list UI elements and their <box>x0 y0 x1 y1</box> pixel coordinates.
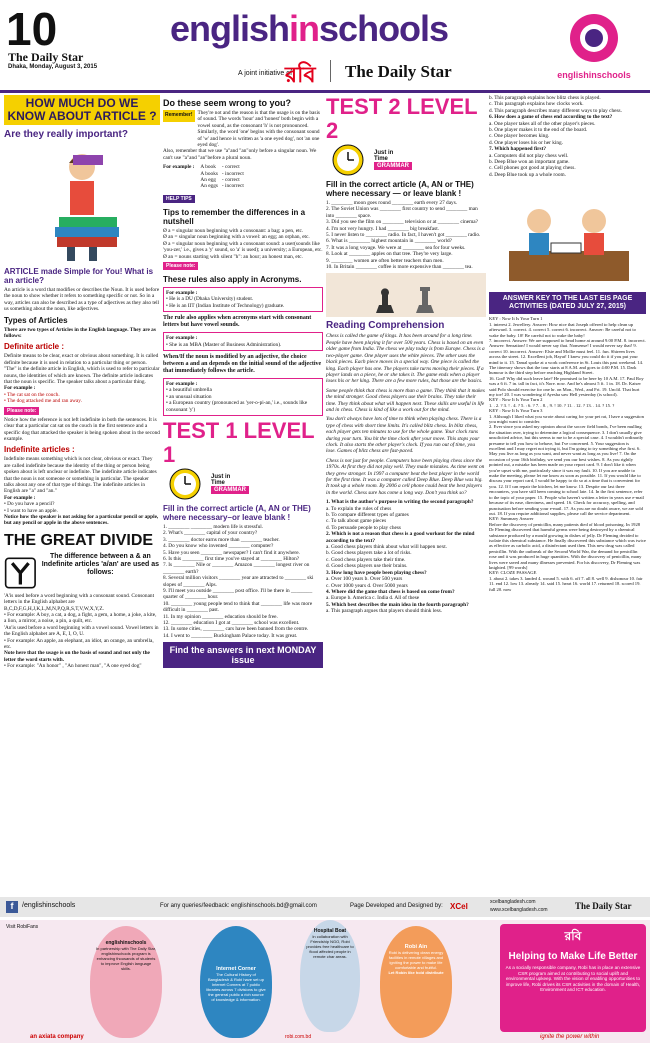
ad-card-internet-title: Internet Corner <box>216 966 256 972</box>
kids-illustration <box>489 181 646 289</box>
ad-url[interactable]: robi.com.bd <box>285 1034 312 1040</box>
ad-card-solar-title: Robi Ain <box>404 944 428 950</box>
question-item: 10. ________ young people tend to think that ________ life was more difficult in ________ past. <box>163 600 313 614</box>
col2-title: Do these seem wrong to you? <box>163 98 292 108</box>
ad-card-solar <box>380 926 452 1038</box>
mcq-item: 5. Which best describes the main idea in the fourth paragraph? <box>326 601 469 608</box>
acr-example-label-2: For example : <box>166 335 198 342</box>
tip-item: Ø an = singular noun beginning with a vowel: an egg; an orphan, etc. <box>163 234 310 241</box>
divide-text-2: 'An'is used before a word beginning with a vowel sound. Vowel letters in the English alphabet are A, E, I, O, U. <box>4 624 159 638</box>
eis-logo <box>553 4 635 86</box>
question-item: 12. ________ education I got at ________ school was excellent. <box>163 620 300 627</box>
brand-title: englishinschools <box>170 8 449 49</box>
mcq-item: a. Over 100 years b. Over 500 years <box>326 576 403 583</box>
acronym-title: These rules also apply in Acronyms. <box>163 274 302 284</box>
answer-key-text: KEY : Now It Is Your Turn 1 1. interest 2. Jewellery. Answer: How nice that Joseph offered to help clean up afterward. 3. correct. 4. correct 5. correct 6. incorrect. Answer: Be careful not to wake the baby. 10! Be careful not to wake the baby! 7. incorrect. Answer: We are supposed to head home at around 9.00 P.M. 8. incorrect. Answer: Sensation! I would never say that. Nonsense! I would never say that! 9. correct 10. incorrect. Answer: Elsie and Mollie must feel. 11. fun. Shireen lives across the street. 12. Excellent job, Hayat! I knew you could do it if you put your mind to it. 15. Tamal spoke at a work conference in St. Louis this past weekend. 14. The itinerary shows that the tour starts at 8 A.M. and goes to 4:00 P.M. 15. Dark humour is the third step before reaching Highland Street. 16. God! Why did such leave late? He promised to be here by 10 A.M. 17. Paul Roy was a 6 ft. 7 in. tall in fact, it's Nore. now. And he's almost 5 ft. 1 in. 18. Dr. Kaiser said Polo should exercise for one hr. on Mon., Wed., and Fri. 19. Unclil. That hurt my toe! 20. I was wondering if Ayesha saw Hell yesterday (is school). KEY : Now It Is Your Turn 2 1. . 2. ? 3. ! . 4. ? 5. : 6. ? 7. . 8. , 9. ! 10. ? 11. . 12. ? 13. . 14. ? 15. ? KEY : Now It Is Your Turn 3 1. Although I liked what you wrote about caring for your pet rat, I have a suggestion you might want to consider. 2. Ever since you asked my opinion about the soccer field bonds, I've been mulling the situation over, trying to determine a logical consequence. 3. I don't usually give unsolicited advice, but this seems to me to be a special case. 4. I wouldn't ordinarily presume to tell you how to behave, but I've concerned. 5. Your suggestion is excellent and I may regret not trying it, but I'm going to try something else first. 6. May you live as long as you want, and never want as long as you live! 7. On the occasion of your 16th birthday, we send you our best wishes. 8. As you rightly pointed out, a mistake has been made on your report card. 9. I don't like it when you're upset with me, particularly since it was my fault. 10. If you are unable to make the meeting, please let me know as soon as possible. 11. If you would like to discuss your report card, I would be happy to do so at a time that is convenient for you. 12. If I can repair the kitchen, let me know. 13. Despite our last three encounters, you have still been coming to school late. 14. In the first sentence, refer to the topic of your paper. 15. People who haven't written a letter in years use e-mail because of its ease, directness, and speed. 16. Check for accuracy, spelling, and punctuation before sending your e-mail. 17. As you are no doubt aware, we are sold out. 18. If you require additional supplies, please call the service department. KEY: Summary Answer Before the discovery of penicillin, many patients died of blood poisoning. In 1928 Dr Fleming discovered that harmful germs were being destroyed by a chemical substance produced by a mould growing in dishes of jelly. Dr Fleming decided to isolate this chemical substance. He finally discovered this substance which was twice as effective as carbolic acid, a disinfectant used then. This new drug was called penicillin. With the outbreak of the Second World War, the demand for penicillin rose and it was produced in huge quantities. With the discovery of penicillin, many lives were saved and many illnesses prevented. For his discovery, Dr Fleming was knighted. [99 words] KEY: CLOZE PASSAGE 1. about 2. takes 3. landed 4. wound 5. with 6. off 7. all 8. well 9. dishonour 10. fair 11. end 12. low 13. already 14. said 15. heart 16. world 17. returned 18. scored 19. full 20. now <box>489 316 646 592</box>
mcq-item: b. Deep Blue won an important game. <box>489 159 570 166</box>
remember-text: They're not and the reason is that the usage is on the basis of sound. The words 'hour' and 'honest' both begin with a vowel sound, as the consonant 'h' is not pronounced. Similarly, the word 'one' begins with the consonant sound of 'w' and hence is written as 'a one eyed dog', not 'an one eyed dog'. <box>197 110 320 149</box>
mcq-item: d. This paragraph describes many different ways to play chess. <box>489 107 622 114</box>
ad-tagline: ignite the power within <box>540 1034 600 1040</box>
tip-item: Ø a = singular noun beginning with a consonant: a bag; a pen, etc. <box>163 227 304 234</box>
question-item: 3. ________ doctor earns more than ________ teacher. <box>163 536 280 543</box>
question-item: 5. Have you seen ________ newspaper? I can't find it anywhere. <box>163 549 300 556</box>
mcq-item: c. To talk about game pieces <box>326 518 387 525</box>
ad-card-eis-title: englishinschools <box>105 940 147 946</box>
ad-axiata: an axiata company <box>30 1034 84 1040</box>
partner-logo: The Daily Star <box>345 62 452 81</box>
ad-help-title: Helping to Make Life Better <box>508 951 638 962</box>
mcq-item: c. Over 1000 years d. Over 5000 years <box>326 582 408 589</box>
ad-card-internet-text: The Cultural History of Bangladesh & Robi have set up Internet Corners at 7 public libraries across 7 divisions to give the general public a rich source of knowledge & information. <box>206 972 266 1002</box>
mcq-item: b. To compare different types of games <box>326 512 409 519</box>
question-item: 5. I never listen to ________ radio. In fact, I haven't got ________ radio. <box>326 232 481 239</box>
question-item: 2. The Soviet Union was ________ first country to send ________ man into ________ space. <box>326 206 478 219</box>
question-item: 4. Do you know who invented ________ computer? <box>163 543 274 550</box>
col1-title: HOW MUCH DO WE KNOW ABOUT ARTICLE ? <box>4 95 160 125</box>
table-cell: - correct <box>221 164 240 171</box>
designer-site-2[interactable]: www.xcelbangladesh.com <box>490 907 548 913</box>
table-cell: An eggs <box>200 183 218 190</box>
rc-questions <box>326 499 486 614</box>
svg-text:englishinschools: englishinschools <box>557 70 631 80</box>
mcq-item: b. This paragraph explains how blitz chess is played. <box>489 95 601 101</box>
robi-ad <box>0 920 650 1043</box>
jit-badge-1 <box>163 467 323 501</box>
remember-badge: Remember! <box>163 110 195 122</box>
rc-questions-cont <box>489 95 646 178</box>
road-fork-icon <box>4 553 37 593</box>
mcq-item: c. Cell phones got good at playing chess. <box>489 165 576 172</box>
mcq-item: d. Deep Blue took up a whole room. <box>489 171 566 178</box>
question-item: 14. I went to ________ Buckingham Palace today. It was great. <box>163 632 298 639</box>
mcq-item: c. This paragraph explains how clocks work. <box>489 101 584 108</box>
mcq-item: 2. Which is not a reason that chess is a good workout for the mind according to the text? <box>326 531 475 544</box>
question-item: 3. Did you see the film on ________ television or at ________ cinema? <box>326 219 478 226</box>
test1-instructions: Fill in the correct article (A, AN or THE) where necessary–or leave blank ! <box>163 503 311 522</box>
types-sub: There are two types of Articles in the English language. They are as follows: <box>4 326 156 340</box>
mcq-item: a. Good chess players think about what will happen next. <box>326 544 448 551</box>
mcq-item: 7. Which happened first? <box>489 146 547 153</box>
test2-title: TEST 2 LEVEL 2 <box>326 94 478 143</box>
example-label: For example : <box>4 385 36 392</box>
modifier-text: When/If the noun is modified by an adjective, the choice between a and an depends on the initial sound of the adjective that immediately follows the article. <box>163 353 322 374</box>
rc-title: Reading Comprehension <box>326 320 445 332</box>
ad-card-boat <box>300 920 360 1032</box>
jit-line-1: Just in <box>211 473 231 480</box>
please-note-tag: Please note: <box>4 407 39 415</box>
types-title: Types of Articles <box>4 315 68 325</box>
question-item: 10. In Britain ________ coffee is more expensive than ________ tea. <box>326 264 473 271</box>
mcq-item: d. One player loses his or her king. <box>489 139 563 146</box>
ad-visit: Visit RobiFans <box>6 924 39 930</box>
rc-para-3: You don't always have lots of time to think when playing chess. There is a type of chess with short time limits. It's called blitz chess. In blitz chess, each player gets ten minutes to use for the whole game. Your clock runs during your turn. You hit the time clock after your move. This stops your clock. It also starts the other player's clock. If you run out of time, you lose. Games of blitz chess are fast-paced. <box>326 416 482 455</box>
definite-example-2: • The dog attacked me and ran away. <box>4 398 82 405</box>
column-tests <box>326 95 486 615</box>
header-divider <box>330 60 331 82</box>
simple-text: An article is a word that modifies or describes the Noun. It is used before the noun to show whether it refers to something specific or not. So in a way, articles can also be described as a type of adjectives as they also tell us something about the noun, like adjectives. <box>4 287 160 313</box>
facebook-link[interactable]: /englishinschools <box>22 902 76 909</box>
rc-para-4: Chess is not just for people. Computers have been playing chess since the 1970s. At first they did not play well. They made mistakes. As time went on they grew stronger. In 1997 a computer beat the best player in the world for the first time. It was a computer called Deep Blue. Deep Blue was big. It took up a whole room. By 2006 a cell phone could beat the best players in the world. Chess sure has come a long way. Don't you think so? <box>326 457 485 496</box>
mcq-item: 4. Where did the game that chess is based on come from? <box>326 588 455 595</box>
acr-example-label: For example : <box>166 289 198 296</box>
header-rule <box>0 90 650 93</box>
jit2-line-2: Time <box>374 156 388 162</box>
question-item: 2. What's ________ capital of your country? <box>163 530 258 537</box>
divide-note: Note here that the usage is on the basis of sound and not only the letter the word starts with. <box>4 650 150 663</box>
divide-sub2: Indefinite articles 'a/an' are used as follows: <box>41 560 160 576</box>
indefinite-example-1: • Do you have a pencil? <box>4 501 55 508</box>
definite-note: Notice how the reference is not left indefinite in both the sentences. It is clear that a particular cat sat on the couch in the first sentence and a specific dog that attacked the speaker is being spoken about in the second example. <box>4 416 160 442</box>
example-table <box>200 164 247 190</box>
mcq-item: 1. What is the author's purpose in writing the second paragraph? <box>326 499 474 506</box>
designer-site-1[interactable]: xcelbangladesh.com <box>490 899 536 905</box>
paper-name: The Daily Star <box>8 50 84 64</box>
question-item: 11. In my opinion ________ education should be free. <box>163 613 278 620</box>
mcq-item: a. Europe b. America c. India d. All of these <box>326 595 420 602</box>
table-cell: An egg <box>200 177 216 184</box>
mcq-item: a. To explain the rules of chess <box>326 505 392 512</box>
feedback-text: For any queries/feedback: englishinschools.bd@gmail.com <box>160 903 317 909</box>
test2-instructions: Fill in the correct article (A, AN or THE) where necessary — or leave blank ! <box>326 180 474 198</box>
ad-card-solar-text: Robi is delivering clean energy facilities in remote villages and igniting the power to make life comfortable and fruitful. <box>388 950 444 970</box>
mcq-item: a. This paragraph argues that players should think less. <box>326 608 443 615</box>
indefinite-text: Indefinite means something which is not clear, obvious or exact. They are called indefinite because the identity of the thing or person being spoken about is left unclear or indefinite. The indefinite article indicates that the noun is not someone or something in particular. The speaker talks about any one of that type of things. The indefinite articles in English are "a" and "an." <box>4 456 157 495</box>
mcq-item: b. Good chess players take a lot of risks. <box>326 550 412 557</box>
mcq-item: c. One player becomes king. <box>489 133 550 140</box>
acronym-text: The rule also applies when acronyms start with consonant letters but have vowel sounds. <box>163 315 312 329</box>
test1-title: TEST 1 LEVEL 1 <box>163 417 315 467</box>
rc-para-1: Chess is called the game of kings. It has been around for a long time. People have been playing it for over 500 years. Chess is based on an even older game from India. The chess we play today is from Europe. Chess is a two-player game. One player uses the white pieces. The other uses the black pieces. Each piece moves in a special way. One piece is called the king. Each player has one. The players take turns moving their pieces. If a player lands on a piece, he or she takes it. The game ends when a player loses his or her king. There are a few more rules, but those are the basics. <box>326 333 485 385</box>
table-cell: - incorrect <box>221 170 244 177</box>
divide-header <box>4 553 160 593</box>
help-tips-tag: HELP TIPS <box>163 195 195 203</box>
question-item: 13. In some cities, ________ cars have been banned from the centre. <box>163 626 309 633</box>
answers-callout: Find the answers in next MONDAY issue <box>163 642 323 668</box>
designed-text: Page Developed and Designed by: <box>350 903 443 909</box>
mod-example-1: • a beautiful umbrella <box>166 387 212 394</box>
mcq-item: b. One player makes it to the end of the board. <box>489 127 588 134</box>
rc-para-2: Some people think that chess is more than a game. They think that it makes the mind stronger. Good chess players use their brains. They take their time. They think about what will happen next. These skills are useful in life and in chess. Chess is kind of like a work out for the mind. <box>326 387 485 413</box>
question-item: 8. Several million visitors ________ year are attracted to ________ ski slopes of ________ Alps. <box>163 575 314 588</box>
mod-example-label: For example : <box>166 380 198 387</box>
mcq-item: d. Good chess players use their brains. <box>326 563 408 570</box>
acr-example-2: • He is an IIT (Indian Institute of Technology) graduate. <box>166 302 285 309</box>
please-note-tag-2: Please note: <box>163 262 198 270</box>
tips-list <box>163 228 323 260</box>
question-item: 7. It was a long voyage. We were at ________ sea for four weeks. <box>326 244 466 251</box>
mcq-item: 3. How long have people been playing chess? <box>326 569 427 576</box>
ad-card-internet <box>200 926 272 1038</box>
definite-title: Definite article : <box>4 342 65 352</box>
grammar-label: GRAMMAR <box>211 486 249 494</box>
chess-illustration <box>326 273 486 317</box>
initiative-label: A joint initiative of <box>238 70 293 77</box>
answer-key-title: ANSWER KEY TO THE LAST EIS PAGE ACTIVITIES (DATED JULY 27, 2015) <box>489 292 646 314</box>
question-item: 9. ________ women are often better teachers than men. <box>326 257 444 264</box>
divide-example-3: • For example: "An honor" , "An honest man", "A one eyed dog" <box>4 663 142 670</box>
issue-date: Dhaka, Monday, August 3, 2015 <box>8 64 98 70</box>
question-item: 6. Is this ________ first time you've stayed at ________ Hilton? <box>163 556 300 562</box>
divide-example-2: • For example: An apple, an elephant, an idiot, an orange, an umbrella, etc. <box>4 637 154 651</box>
acr-example-3: • She is an MBA (Master of Business Administration). <box>166 341 282 348</box>
ad-card-solar-tag: Let Robin like hold distribute <box>388 970 444 975</box>
indefinite-note: Notice how the speaker is not asking for a particular pencil or apple, but any pencil or apple in the above sentences. <box>4 513 159 527</box>
indef-example-label: For example : <box>4 494 36 501</box>
column-articles <box>4 95 160 670</box>
tip-item: Ø an = nouns starting with silent "h": an hour; an honest man, etc. <box>163 253 303 260</box>
mcq-item: c. Good chess players take their time. <box>326 556 406 563</box>
test1-questions <box>163 524 323 639</box>
clock-icon-2 <box>326 143 370 177</box>
definite-text: Definite means to be clear, exact or obvious about something. It is called definite because it is used in relation to a particular thing or person. "The" is the definite article in English, which is used to refer to particular nouns, the identities of which are known. The definite article indicates that the noun is specific. The speaker talks about a particular thing. <box>4 353 160 386</box>
jit2-line-1: Just in <box>374 150 394 156</box>
table-cell: A books <box>200 170 218 177</box>
facebook-icon: f <box>6 901 18 913</box>
definite-example-1: • The cat sat on the couch. <box>4 391 60 398</box>
table-cell: - incorrect <box>221 183 244 190</box>
indefinite-title: Indefinite articles : <box>4 445 75 455</box>
question-item: 8. Look at ________ apples on that tree. They're very large. <box>326 251 453 258</box>
jit-line-2: Time <box>211 479 225 486</box>
acr-example-1: • He is a DU (Dhaka University) student. <box>166 296 254 303</box>
mod-example-2: • an unusual situation <box>166 393 212 400</box>
ad-robi-logo: রবি <box>564 929 582 943</box>
col1-subtitle: Are they really important? <box>4 129 128 140</box>
grammar-label-2: GRAMMAR <box>374 162 412 170</box>
divide-example-1: • For example: A boy, a cat, a dog, a fight, a gem, a home, a joke, a kite, a lion, a mirror, a noise, a pin, a quilt, etc. <box>4 612 157 625</box>
mod-example-3: • a European country (pronounced as 'yer-o-pi-an,' i.e., sounds like consonant 'y') <box>166 400 308 413</box>
mcq-item: a. One player takes all of the other player's pieces. <box>489 120 596 127</box>
divide-text-1: 'A'is used before a word beginning with a consonant sound. Consonant letters in the English alphabet are B,C,D,F,G,H,J,K,L,M,N,P,Q,R,S,T,V,W,X,Y,Z. <box>4 592 155 612</box>
question-item: 6. What is ________ highest mountain in ________ world? <box>326 238 452 245</box>
remember-text-2: Also, remember that we use "a"and "an"only before a singular noun. We can't use "a"and "an"before a plural noun. <box>163 148 317 161</box>
column-answers <box>489 95 646 592</box>
table-label: For example : <box>163 164 195 171</box>
footer-bar <box>0 897 650 917</box>
designer-logo: XCel <box>450 902 468 911</box>
ad-card-eis <box>90 926 162 1038</box>
ad-help-text: As a socially responsible company, Robi has in place an extensive CSR program aimed at contributing to social uplift and environmental upkeep. With the vision of enabling opportunities to improve life, Robi drives its CSR activities in the domain of Health, Environment and ICT education. <box>505 965 641 993</box>
mcq-item: 6. How does a game of chess end according to the text? <box>489 114 613 121</box>
divide-title: THE GREAT DIVIDE <box>4 531 154 549</box>
test2-questions <box>326 200 486 270</box>
question-item: 9. I'll meet you outside ________ post office. I'll be there in ________ quarter of ________ hour. <box>163 588 313 601</box>
footer-paper: The Daily Star <box>575 901 632 911</box>
divide-sub: The difference between a & an <box>49 552 151 560</box>
ad-card-boat-title: Hospital Boat <box>313 928 347 934</box>
table-row <box>200 183 247 189</box>
mcq-item: d. To persuade people to play chess <box>326 524 401 531</box>
clock-icon <box>163 467 207 501</box>
table-cell: - correct <box>221 177 240 184</box>
indefinite-example-2: • I want to have an apple. <box>4 507 58 514</box>
ad-help-panel <box>500 924 646 1032</box>
jit-badge-2 <box>326 143 486 177</box>
tips-title: Tips to remember the differences in a nutshell <box>163 207 306 226</box>
robi-logo: রবি <box>285 62 316 87</box>
tip-item: Ø a = singular noun beginning with a consonant sound: a user(sounds like 'you-zer,' i.e., gives a 'y' sound, so 'a' is used); a university; a European, etc. <box>163 240 323 254</box>
ad-card-boat-text: In collaboration with Friendship NGO, Robi provides free healthcare to flood affected people in remote char areas. <box>306 934 354 959</box>
mcq-item: a. Computers did not play chess well. <box>489 152 569 159</box>
student-illustration <box>4 144 160 264</box>
question-item: 7. Is ________ Nile or ________ Amazon ________ longest river on ________ earth? <box>163 562 310 575</box>
question-item: 1. ________ moon goes round ________ earth every 27 days. <box>326 200 458 206</box>
simple-title: ARTICLE made Simple for You! What is an article? <box>4 267 154 285</box>
question-item: 4. I'm not very hungry. I had ________ big breakfast. <box>326 225 439 232</box>
page-number: 10 <box>6 3 58 55</box>
column-rules <box>163 95 323 668</box>
ad-card-eis-text: In partnership with The Daily Star, englishinschools program is enhancing thousands of students to improve English language skills. <box>96 946 156 971</box>
question-item: 1. ________ ________ modern life is stressful. <box>163 523 264 530</box>
table-cell: A book <box>200 164 216 171</box>
